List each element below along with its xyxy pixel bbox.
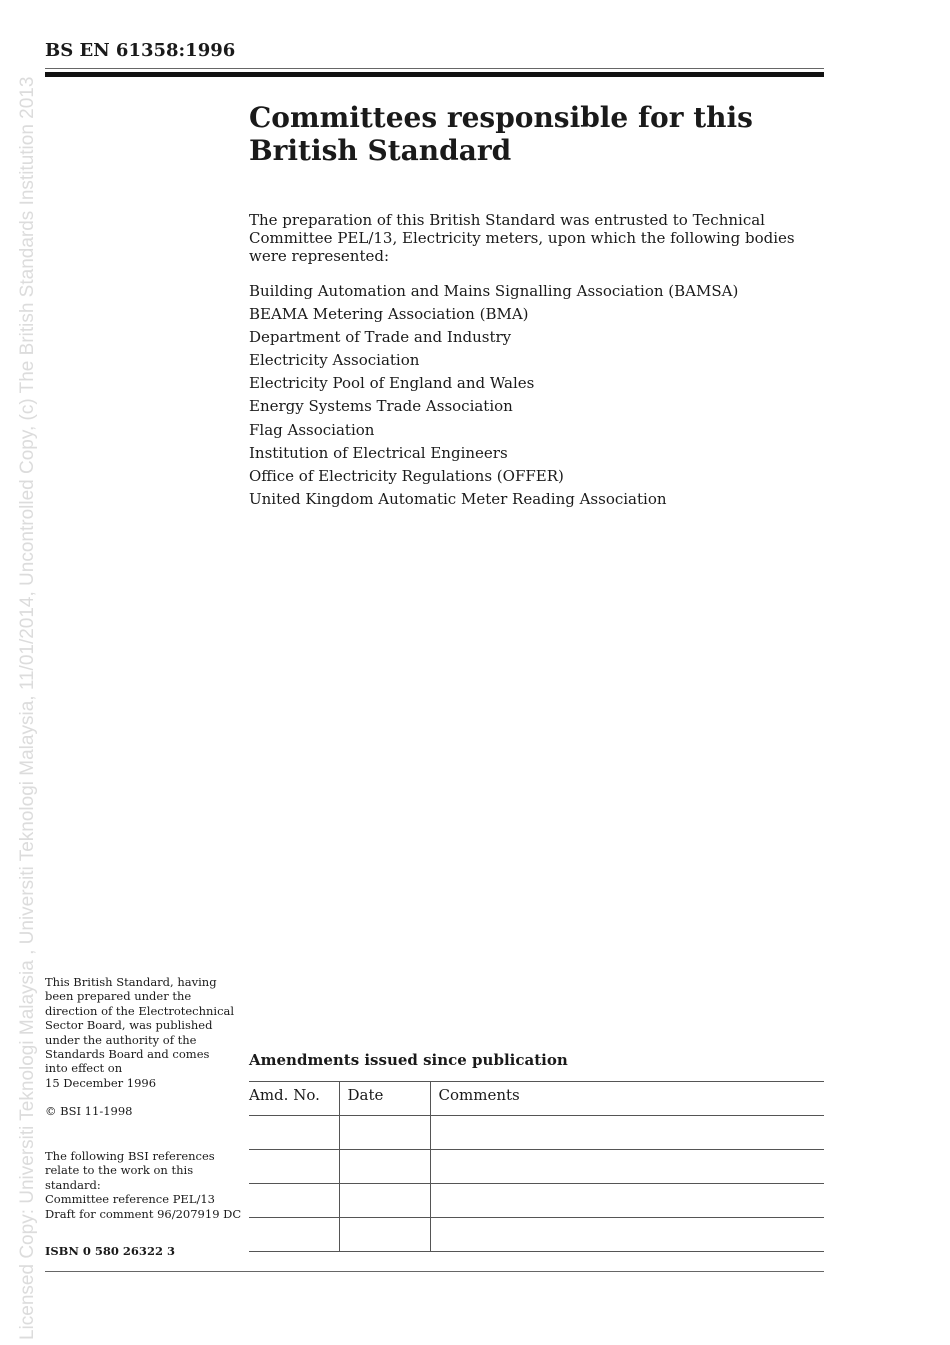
header-rule-thin (45, 68, 824, 69)
table-row (249, 1218, 824, 1252)
publication-line: This British Standard, having (45, 975, 217, 989)
table-cell (339, 1116, 430, 1150)
table-cell (430, 1116, 824, 1150)
table-cell (430, 1218, 824, 1252)
publication-line: direction of the Electrotechnical (45, 1003, 235, 1018)
column-header-comments: Comments (430, 1082, 824, 1116)
list-item: Energy Systems Trade Association (249, 397, 513, 416)
table-cell (430, 1184, 824, 1218)
committee-bodies-list (249, 281, 738, 512)
publication-line: Sector Board, was published (45, 1018, 213, 1033)
header-rule-thick (45, 72, 824, 77)
publication-date: 15 December 1996 (45, 1075, 157, 1090)
list-item: Institution of Electrical Engineers (249, 443, 508, 462)
footer-rule (45, 1271, 824, 1272)
publication-note (45, 975, 245, 1090)
list-item: Flag Association (249, 420, 375, 439)
table-row (249, 1116, 824, 1150)
reference-line: relate to the work on this (45, 1163, 194, 1178)
title-line-1: Committees responsible for this (249, 101, 753, 134)
table-header-row (249, 1082, 824, 1116)
table-cell (249, 1150, 339, 1184)
list-item: United Kingdom Automatic Meter Reading Association (249, 489, 667, 508)
table-cell (430, 1150, 824, 1184)
list-item: Office of Electricity Regulations (OFFER) (249, 466, 564, 485)
page-title (249, 101, 824, 167)
publication-line: been prepared under the (45, 989, 192, 1004)
copyright-notice: © BSI 11-1998 (45, 1104, 133, 1118)
column-header-date: Date (339, 1082, 430, 1116)
publication-line: Standards Board and comes (45, 1047, 210, 1062)
table-cell (249, 1184, 339, 1218)
isbn: ISBN 0 580 26322 3 (45, 1244, 175, 1258)
publication-line: into effect on (45, 1061, 123, 1076)
draft-reference: Draft for comment 96/207919 DC (45, 1206, 242, 1221)
table-cell (339, 1218, 430, 1252)
bsi-references-note (45, 1149, 245, 1221)
table-cell (249, 1218, 339, 1252)
publication-line: under the authority of the (45, 1032, 197, 1047)
committee-reference: Committee reference PEL/13 (45, 1192, 215, 1207)
intro-paragraph: The preparation of this British Standard was entrusted to Technical Committee PEL/13, Electricity meters, upon which the following bodies were represented: (249, 211, 795, 265)
table-cell (249, 1116, 339, 1150)
column-header-amd-no: Amd. No. (249, 1082, 339, 1116)
table-cell (339, 1184, 430, 1218)
table-row (249, 1150, 824, 1184)
list-item: Electricity Association (249, 351, 420, 370)
amendments-heading: Amendments issued since publication (249, 1051, 568, 1069)
list-item: Department of Trade and Industry (249, 328, 512, 347)
watermark: Licensed Copy: Universiti Teknologi Malaysia , Universiti Teknologi Malaysia, 11/01/2014, Uncontrolled Copy, (c) The British Standards Institution 2013 (17, 76, 38, 1340)
reference-line: The following BSI references (45, 1149, 215, 1163)
list-item: Electricity Pool of England and Wales (249, 374, 535, 393)
list-item: Building Automation and Mains Signalling Association (BAMSA) (249, 282, 739, 300)
title-line-2: British Standard (249, 134, 512, 167)
list-item: BEAMA Metering Association (BMA) (249, 305, 529, 324)
document-id: BS EN 61358:1996 (45, 40, 236, 61)
reference-line: standard: (45, 1177, 101, 1192)
table-row (249, 1184, 824, 1218)
amendments-table (249, 1081, 824, 1252)
table-cell (339, 1150, 430, 1184)
